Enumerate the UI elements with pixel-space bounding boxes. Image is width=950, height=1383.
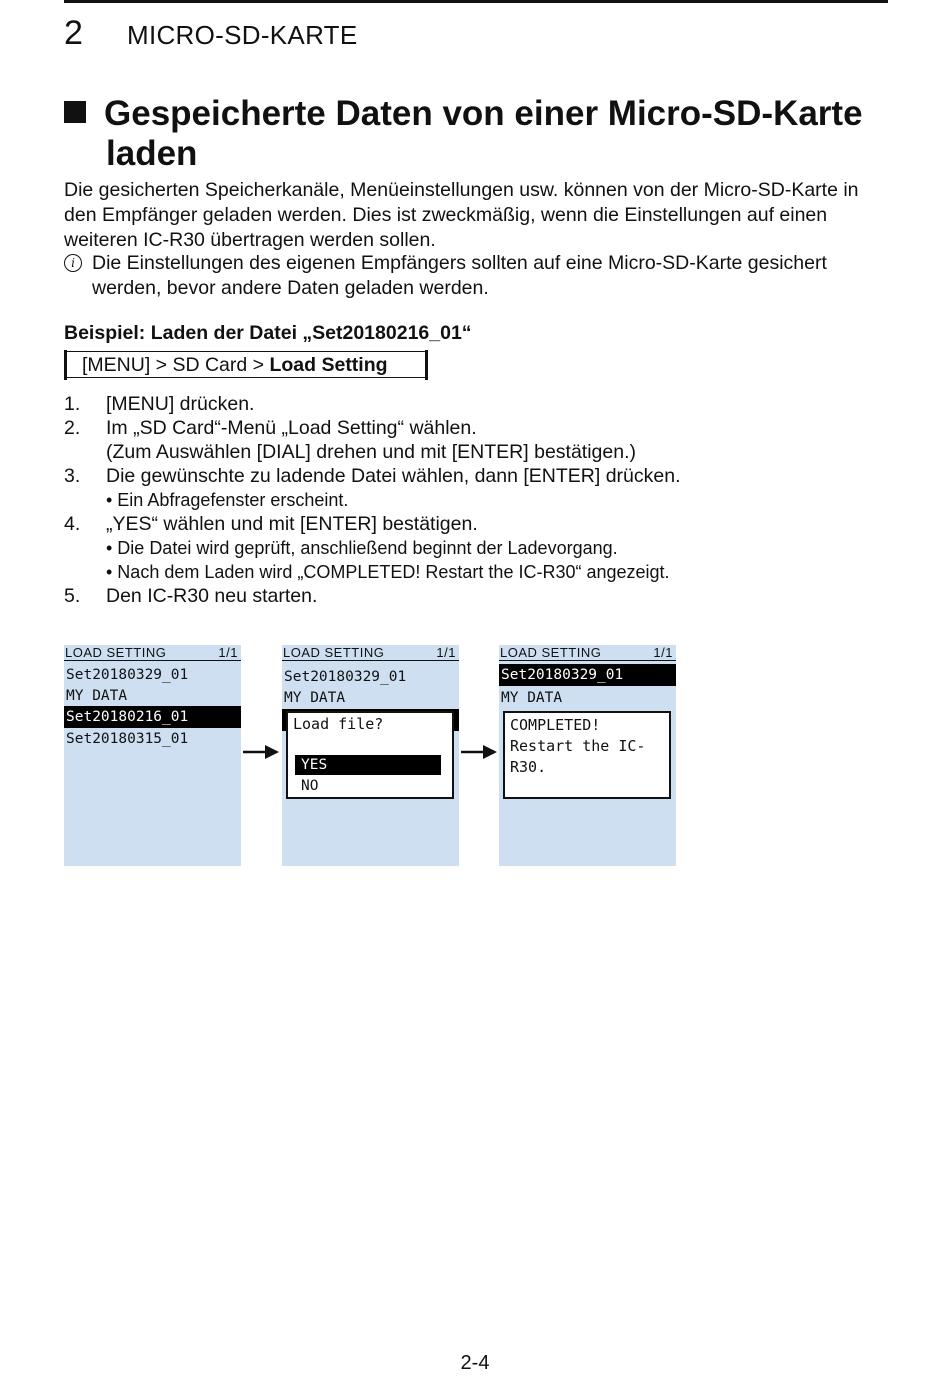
step-2: 2. Im „SD Card“-Menü „Load Setting“ wählen. — [64, 417, 477, 439]
note — [64, 251, 894, 301]
completed-dialog — [503, 711, 671, 799]
lcd-screen-load-dialog — [282, 645, 459, 866]
step-1: 1. [MENU] drücken. — [64, 393, 255, 415]
file-item: Set20180329_01 — [284, 669, 407, 685]
section-title-line2: laden — [106, 134, 198, 173]
steps-list — [64, 392, 904, 608]
info-icon: i — [64, 254, 82, 272]
top-rule — [64, 0, 888, 3]
file-item: MY DATA — [66, 688, 128, 704]
menu-path-prefix: [MENU] > SD Card > — [82, 354, 270, 376]
file-item: MY DATA — [501, 690, 563, 706]
note-text: Die Einstellungen des eigenen Empfängers sollten auf eine Micro-SD-Karte gesichert werden, bevor andere Daten geladen werden. — [92, 252, 827, 299]
lcd-header: LOAD SETTING 1/1 — [499, 645, 676, 661]
example-title: Beispiel: Laden der Datei „Set20180216_01“ — [64, 322, 472, 344]
completed-line1: COMPLETED! — [510, 716, 601, 734]
menu-path-box — [64, 351, 428, 378]
chapter-title: MICRO-SD-KARTE — [127, 20, 358, 50]
file-item: Set20180329_01 — [66, 667, 189, 683]
step-3: 3. Die gewünschte zu ladende Datei wählen, dann [ENTER] drücken. — [64, 465, 681, 487]
chapter-number: 2 — [64, 14, 83, 52]
lcd-header: LOAD SETTING 1/1 — [64, 645, 241, 661]
step-3-bullet: • Ein Abfragefenster erscheint. — [106, 490, 349, 510]
file-item: MY DATA — [284, 690, 346, 706]
menu-path-target: Load Setting — [269, 354, 388, 376]
section-title — [64, 94, 894, 174]
section-title-line1: Gespeicherte Daten von einer Micro-SD-Karte — [104, 94, 863, 133]
page-number: 2-4 — [460, 1352, 490, 1374]
file-item-selected: Set20180329_01 — [499, 664, 676, 686]
arrow-right-icon — [461, 744, 497, 760]
square-bullet-icon — [64, 101, 86, 123]
lcd-screen-completed — [499, 645, 676, 866]
arrow-right-icon — [243, 744, 279, 760]
lcd-screen-file-list — [64, 645, 241, 866]
file-item: Set20180315_01 — [66, 731, 189, 747]
dialog-option-yes[interactable]: YES — [295, 755, 441, 775]
step-4-bullet-2: • Nach dem Laden wird „COMPLETED! Restart the IC-R30“ angezeigt. — [106, 562, 670, 582]
load-file-dialog — [286, 711, 454, 799]
step-5: 5. Den IC-R30 neu starten. — [64, 585, 318, 607]
dialog-option-no[interactable]: NO — [301, 778, 319, 794]
step-4-bullet-1: • Die Datei wird geprüft, anschließend beginnt der Ladevorgang. — [106, 538, 618, 558]
step-4: 4. „YES“ wählen und mit [ENTER] bestätigen. — [64, 513, 478, 535]
completed-line2: Restart the IC-R30. — [510, 737, 646, 776]
file-item-selected: Set20180216_01 — [64, 706, 241, 728]
step-2-detail: (Zum Auswählen [DIAL] drehen und mit [ENTER] bestätigen.) — [106, 441, 636, 463]
intro-paragraph: Die gesicherten Speicherkanäle, Menüeinstellungen usw. können von der Micro-SD-Karte in den Empfänger geladen werden. Dies ist zweckmäßig, wenn die Einstellungen auf einen weiteren IC-R30 übertragen werden sollen. — [64, 179, 859, 251]
dialog-question: Load file? — [293, 715, 384, 733]
lcd-header: LOAD SETTING 1/1 — [282, 645, 459, 661]
